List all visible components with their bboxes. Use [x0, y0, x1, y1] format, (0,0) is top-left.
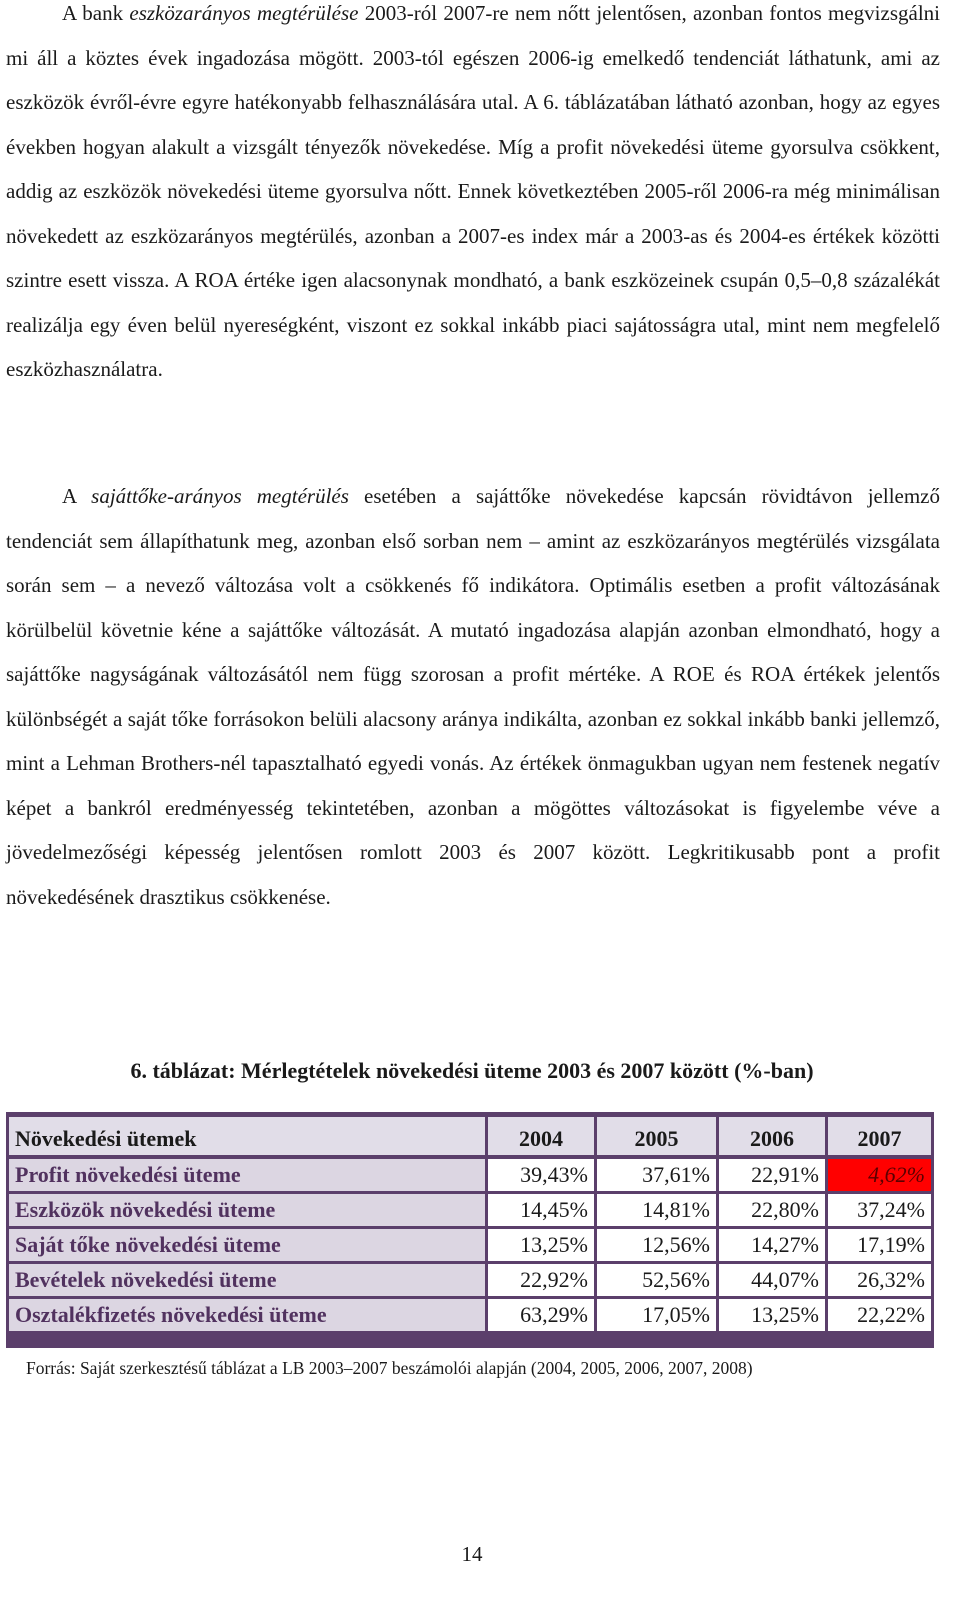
table-cell: 14,27% — [719, 1229, 828, 1264]
table-cell: 63,29% — [488, 1299, 597, 1334]
highlighted-cell: 4,62% — [828, 1159, 931, 1194]
header-cell: 2004 — [488, 1117, 597, 1159]
table-cell: 13,25% — [719, 1299, 828, 1334]
table-cell: 22,22% — [828, 1299, 931, 1334]
header-cell: 2006 — [719, 1117, 828, 1159]
paragraph-text: 2003-ról 2007-re nem nőtt jelentősen, azonban fontos megvizsgálni mi áll a köztes évek ingadozása mögött. 2003-tól egészen 2006-ig emelkedő tendenciát láthatunk, ami az eszközök évről-évre egyre hatékonyabb felhasználására utal. A 6. táblázatában látható azonban, hogy az egyes években hogyan alakult a vizsgált tényezők növekedése. Míg a profit növekedési üteme gyorsulva csökkent, addig az eszközök növekedési üteme gyorsulva nőtt. Ennek következtében 2005-ről 2006-ra még minimálisan növekedett az eszközarányos megtérülés, azonban a 2007-es index már a 2003-as és 2004-es értékek közötti szintre esett vissza. A ROA értéke igen alacsonynak mondható, a bank eszközeinek csupán 0,5–0,8 százalékát realizálja egy éven belül nyereségként, viszont ez sokkal inkább piaci sajátosságra utal, mint nem megfelelő eszközhasználatra. — [6, 1, 940, 381]
paragraph-text: esetében a sajáttőke növekedése kapcsán rövidtávon jellemző tendenciát sem állapíthatunk meg, azonban első sorban nem – amint az eszközarányos megtérülés vizsgálata során sem – a nevező változása volt a csökkenés fő indikátora. Optimális esetben a profit változásának körülbelül követnie kéne a sajáttőke változását. A mutató ingadozása alapján azonban elmondható, hogy a sajáttőke nagyságának változásától nem függ szorosan a profit mértéke. A ROE és ROA értékek jelentős különbségét a saját tőke forrásokon belüli alacsony aránya indikálta, azonban ez sokkal inkább banki jellemző, mint a Lehman Brothers-nél tapasztalható egyedi vonás. Az értékek önmagukban ugyan nem festenek negatív képet a bankról eredményesség tekintetében, azonban a mögöttes változásokat is figyelembe véve a jövedelmezőségi képesség jelentősen romlott 2003 és 2007 között. Legkritikusabb pont a profit növekedésének drasztikus csökkenése. — [6, 484, 941, 909]
table-row — [9, 1264, 931, 1299]
row-label: Eszközök növekedési üteme — [9, 1194, 488, 1229]
table-row — [9, 1229, 931, 1264]
table-cell: 52,56% — [597, 1264, 719, 1299]
growth-table-frame — [6, 1112, 934, 1348]
table-cell: 22,80% — [719, 1194, 828, 1229]
table-cell: 44,07% — [719, 1264, 828, 1299]
growth-table — [9, 1117, 931, 1334]
table-cell: 22,91% — [719, 1159, 828, 1194]
header-cell: Növekedési ütemek — [9, 1117, 488, 1159]
paragraph-text: A bank — [62, 1, 130, 25]
italic-term: sajáttőke-arányos megtérülés — [91, 484, 349, 508]
table-cell: 12,56% — [597, 1229, 719, 1264]
italic-term: eszközarányos megtérülése — [129, 1, 359, 25]
table-row — [9, 1159, 931, 1194]
header-cell: 2007 — [828, 1117, 931, 1159]
row-label: Profit növekedési üteme — [9, 1159, 488, 1194]
table-cell: 26,32% — [828, 1264, 931, 1299]
table-cell: 17,19% — [828, 1229, 931, 1264]
row-label: Bevételek növekedési üteme — [9, 1264, 488, 1299]
table-cell: 39,43% — [488, 1159, 597, 1194]
paragraph-roa — [6, 0, 940, 392]
table-caption: 6. táblázat: Mérlegtételek növekedési üteme 2003 és 2007 között (%-ban) — [130, 1058, 814, 1083]
row-label: Osztalékfizetés növekedési üteme — [9, 1299, 488, 1334]
page-number: 14 — [461, 1542, 483, 1566]
table-source-note: Forrás: Saját szerkesztésű táblázat a LB 2003–2007 beszámolói alapján (2004, 2005, 2006, 2007, 2008) — [26, 1358, 753, 1378]
table-cell: 37,61% — [597, 1159, 719, 1194]
table-cell: 14,45% — [488, 1194, 597, 1229]
table-cell: 14,81% — [597, 1194, 719, 1229]
paragraph-text: A — [62, 484, 92, 508]
table-row — [9, 1299, 931, 1334]
header-cell: 2005 — [597, 1117, 719, 1159]
table-cell: 13,25% — [488, 1229, 597, 1264]
table-cell: 37,24% — [828, 1194, 931, 1229]
table-cell: 22,92% — [488, 1264, 597, 1299]
table-cell: 17,05% — [597, 1299, 719, 1334]
table-row — [9, 1194, 931, 1229]
row-label: Saját tőke növekedési üteme — [9, 1229, 488, 1264]
table-header-row — [9, 1117, 931, 1159]
paragraph-roe — [6, 474, 940, 919]
